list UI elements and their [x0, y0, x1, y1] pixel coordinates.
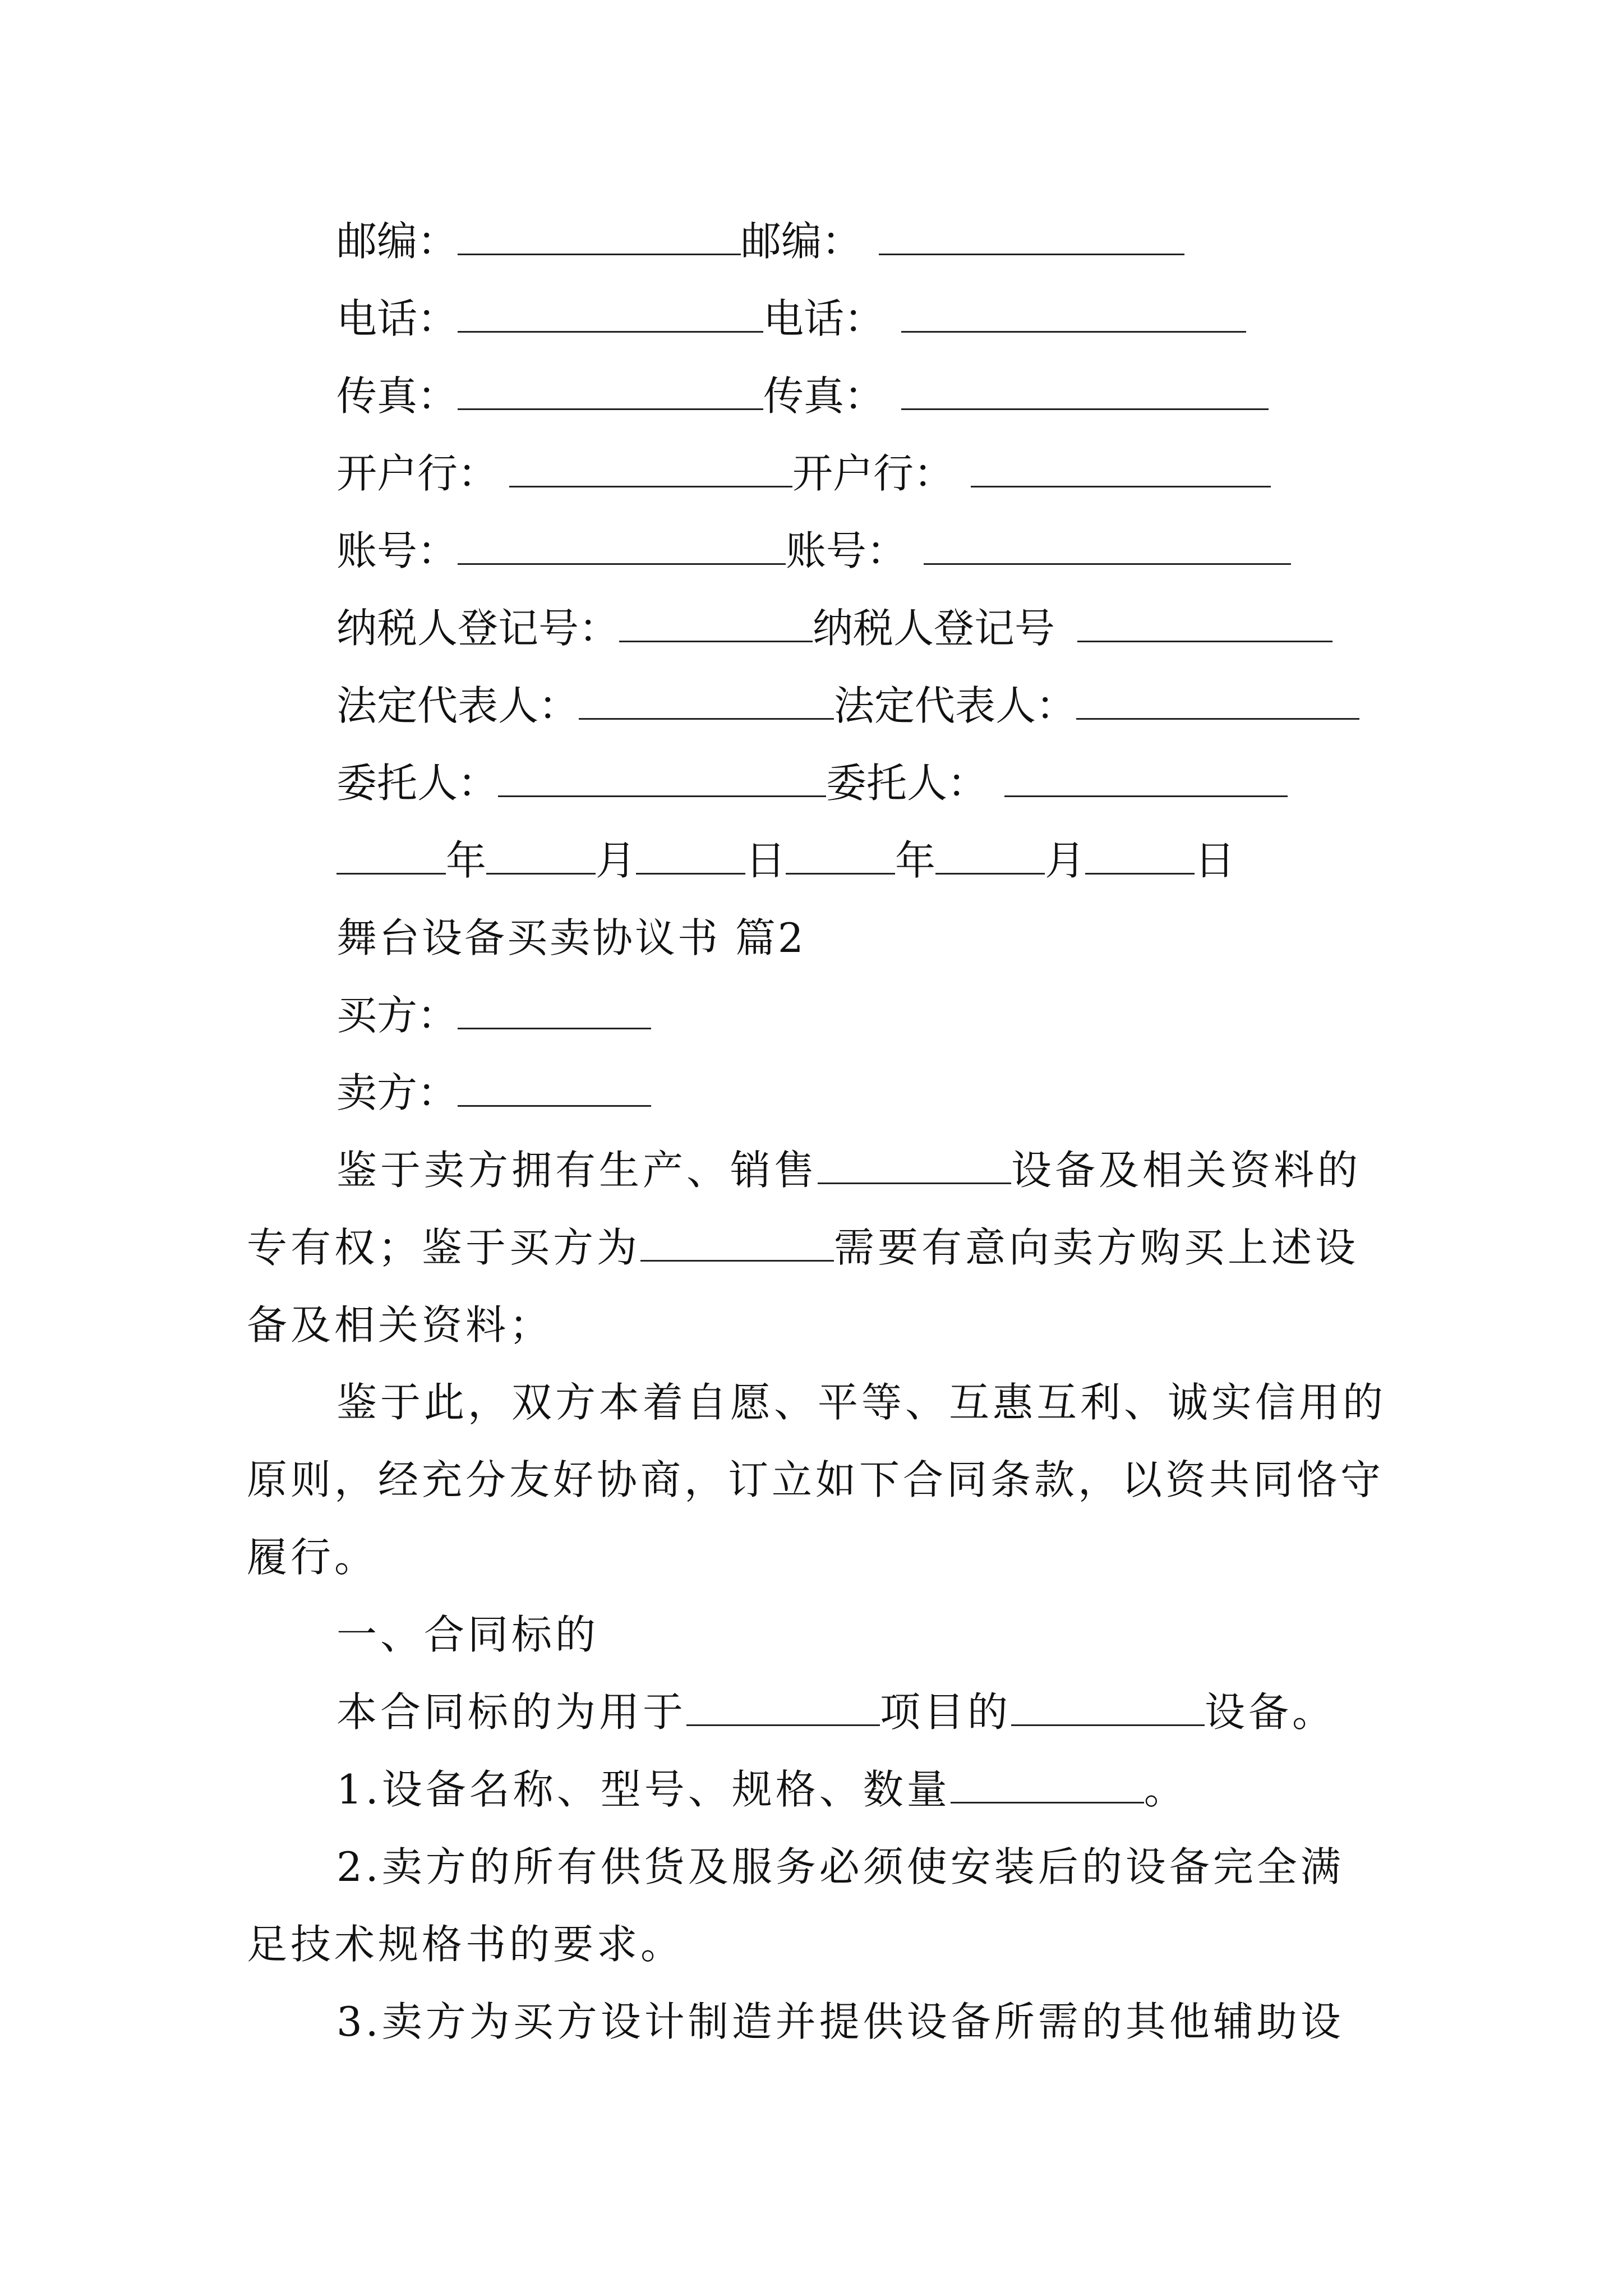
bank-field-party-a[interactable] [509, 451, 792, 487]
recital-1-text-a: 鉴于卖方拥有生产、销售 [336, 1147, 818, 1194]
article-1-item-3-line-1: 3.卖方为买方设计制造并提供设备所需的其他辅助设 [336, 1998, 1344, 2045]
postcode-label-party-a: 邮编： [336, 218, 458, 265]
tax-id-field-party-b[interactable] [1077, 606, 1332, 642]
year-label-party-a: 年 [446, 837, 487, 884]
day-label-party-a: 日 [745, 837, 786, 884]
legal-rep-label-party-b: 法定代表人： [834, 682, 1077, 729]
recital-1-text-c: 专有权；鉴于买方为 [247, 1224, 641, 1271]
month-field-party-b[interactable] [935, 838, 1045, 875]
agent-row [336, 761, 1288, 806]
postcode-label-party-b: 邮编： [741, 218, 863, 265]
date-row [336, 838, 1235, 883]
year-label-party-b: 年 [895, 837, 936, 884]
month-label-party-a: 月 [596, 837, 637, 884]
section-title: 舞台设备买卖协议书 篇2 [336, 914, 806, 961]
postcode-row [336, 219, 1184, 264]
article-1-heading: 一、合同标的 [336, 1611, 600, 1658]
bank-label-party-a: 开户行： [336, 450, 499, 497]
article-1-item-2-line-2: 足技术规格书的要求。 [247, 1921, 685, 1968]
tax-id-label-party-b: 纳税人登记号 [813, 605, 1055, 652]
seller-row [336, 1070, 651, 1115]
account-row [336, 528, 1291, 573]
phone-field-party-b[interactable] [901, 296, 1246, 333]
project-field[interactable] [686, 1690, 880, 1726]
account-field-party-a[interactable] [458, 528, 786, 565]
month-label-party-b: 月 [1045, 837, 1086, 884]
seller-field[interactable] [458, 1070, 651, 1107]
tax-id-row [336, 606, 1332, 651]
year-field-party-b[interactable] [786, 838, 895, 875]
purpose-field[interactable] [640, 1225, 834, 1262]
spec-quantity-field[interactable] [951, 1767, 1144, 1803]
buyer-label: 买方： [336, 992, 458, 1039]
legal-rep-field-party-b[interactable] [1076, 683, 1359, 720]
phone-label-party-b: 电话： [763, 295, 885, 342]
recital-1-line-2 [247, 1225, 1359, 1270]
account-field-party-b[interactable] [924, 528, 1291, 565]
buyer-row [336, 993, 651, 1038]
fax-field-party-a[interactable] [458, 374, 763, 410]
postcode-field-party-a[interactable] [458, 219, 741, 255]
recital-1-line-3: 备及相关资料； [247, 1301, 554, 1349]
article-1-intro-a: 本合同标的为用于 [336, 1688, 687, 1736]
recital-1-line-1 [336, 1148, 1361, 1193]
tax-id-label-party-a: 纳税人登记号： [336, 605, 620, 652]
article-1-item-1-end: 。 [1144, 1766, 1188, 1813]
recital-2-line-2: 原则，经充分友好协商，订立如下合同条款，以资共同恪守 [247, 1456, 1385, 1503]
legal-rep-label-party-a: 法定代表人： [336, 682, 579, 729]
legal-rep-row [336, 683, 1359, 728]
bank-label-party-b: 开户行： [792, 450, 955, 497]
bank-row [336, 451, 1271, 496]
phone-row [336, 296, 1246, 341]
day-label-party-b: 日 [1195, 837, 1235, 884]
postcode-field-party-b[interactable] [879, 219, 1184, 255]
day-field-party-b[interactable] [1085, 838, 1195, 875]
seller-label: 卖方： [336, 1069, 458, 1116]
article-1-item-1 [336, 1767, 1188, 1812]
article-1-intro-b: 项目的 [880, 1688, 1012, 1736]
recital-1-text-b: 设备及相关资料的 [1011, 1147, 1362, 1194]
article-1-intro [336, 1690, 1336, 1734]
recital-2-line-1: 鉴于此，双方本着自愿、平等、互惠互利、诚实信用的 [336, 1379, 1387, 1426]
recital-1-text-d: 需要有意向卖方购买上述设 [834, 1224, 1359, 1271]
account-label-party-a: 账号： [336, 527, 458, 574]
article-1-item-2-line-1: 2.卖方的所有供货及服务必须使安装后的设备完全满 [336, 1843, 1344, 1890]
phone-field-party-a[interactable] [458, 296, 763, 333]
day-field-party-a[interactable] [636, 838, 745, 875]
agent-label-party-a: 委托人： [336, 760, 499, 807]
product-field[interactable] [818, 1148, 1011, 1184]
agent-field-party-b[interactable] [1004, 761, 1288, 797]
article-1-intro-c: 设备。 [1205, 1688, 1336, 1736]
bank-field-party-b[interactable] [971, 451, 1271, 487]
fax-label-party-b: 传真： [763, 372, 885, 420]
recital-2-line-3: 履行。 [247, 1534, 379, 1581]
agent-field-party-a[interactable] [498, 761, 826, 797]
account-label-party-b: 账号： [786, 527, 907, 574]
year-field-party-a[interactable] [336, 838, 446, 875]
tax-id-field-party-a[interactable] [619, 606, 813, 642]
fax-row [336, 374, 1269, 418]
fax-field-party-b[interactable] [901, 374, 1269, 410]
buyer-field[interactable] [458, 993, 651, 1029]
article-1-item-1-text: 1.设备名称、型号、规格、数量 [336, 1766, 951, 1813]
phone-label-party-a: 电话： [336, 295, 458, 342]
agent-label-party-b: 委托人： [826, 760, 988, 807]
fax-label-party-a: 传真： [336, 372, 458, 420]
equipment-field[interactable] [1011, 1690, 1205, 1726]
month-field-party-a[interactable] [486, 838, 596, 875]
legal-rep-field-party-a[interactable] [579, 683, 834, 720]
